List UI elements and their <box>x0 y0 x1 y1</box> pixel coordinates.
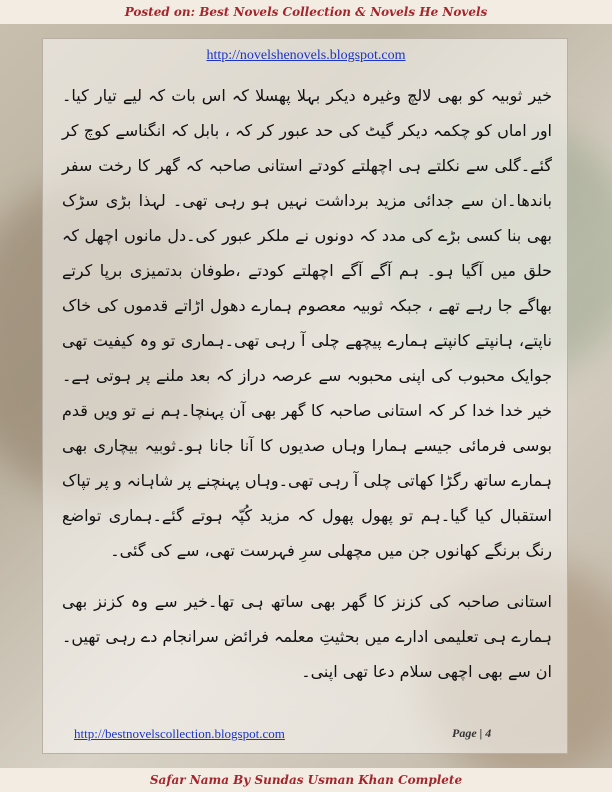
paragraph-1: خیر ثوبیہ کو بھی لالچ وغیرہ دیکر بہلا پھسلا کہ اس بات کہ لیے تیار کیا۔اور اماں کو چکمہ دیکر گیٹ کی حد عبور کر کہ ، بابل کہ انگناسے کوچ کر گئے۔گلی سے نکلتے ہی اچھلتے کودتے استانی صاحبہ کہ گھر کا رخت سفر باندھا۔ان سے جدائی مزید برداشت نہیں ہو رہی تھی۔ لہذا بڑی سڑک بھی بنا کسی بڑے کی مدد کہ دونوں نے ملکر عبور کی۔دل مانوں اچھل کہ حلق میں آگیا ہو۔ ہم آگے آگے اچھلتے کودتے ،طوفان بدتمیزی برپا کرتے بھاگے جا رہے تھے ، جبکہ ثوبیہ معصوم ہمارے دھول اڑاتے قدموں کی خاک ناپتے، ہانپتے کانپتے ہمارے پیچھے چلی آ رہی تھی۔ہماری تو وہ کیفیت تھی جوایک محبوب کی اپنی محبوبہ سے عرصہ دراز کہ بعد ملنے پر ہوتی ہے۔خیر خدا خدا کر کہ استانی صاحبہ کا گھر بھی آن پہنچا۔ہم نے تو ویں قدم بوسی فرمائی جیسے ہمارا وہاں صدیوں کا آنا جانا ہو۔ثوبیہ بیچاری بھی ہمارے ساتھ رگڑا کھاتی چلی آ رہی تھی۔وہاں پہنچنے پر شاہانہ و پر تپاک استقبال کیا گیا۔ہم تو پھول پھول کہ مزید کُپّہ ہوتے گئے۔ہماری تواضع رنگ برنگے کھانوں جن میں مچھلی سرِ فہرست تھی، سے کی گئی۔ <box>62 86 552 560</box>
book-title: Safar Nama By Sundas Usman Khan Complete <box>149 773 463 787</box>
footer-bar <box>0 768 612 792</box>
story-text <box>62 78 552 689</box>
page-number: Page | 4 <box>452 726 492 740</box>
paragraph-2: استانی صاحبہ کی کزنز کا گھر بھی ساتھ ہی تھا۔خیر سے وہ کزنز بھی ہمارے ہی تعلیمی ادارے میں بحثیتِ معلمہ فرائض سرانجام دے رہی تھیں۔ان سے بھی اچھی سلام دعا تھی اپنی۔ <box>62 592 552 681</box>
posted-on-text: Posted on: Best Novels Collection & Novels He Novels <box>124 5 488 19</box>
header-bar <box>0 0 612 24</box>
bottom-url-link[interactable]: http://bestnovelscollection.blogspot.com <box>74 726 285 741</box>
top-url-link[interactable]: http://novelshenovels.blogspot.com <box>206 48 406 63</box>
